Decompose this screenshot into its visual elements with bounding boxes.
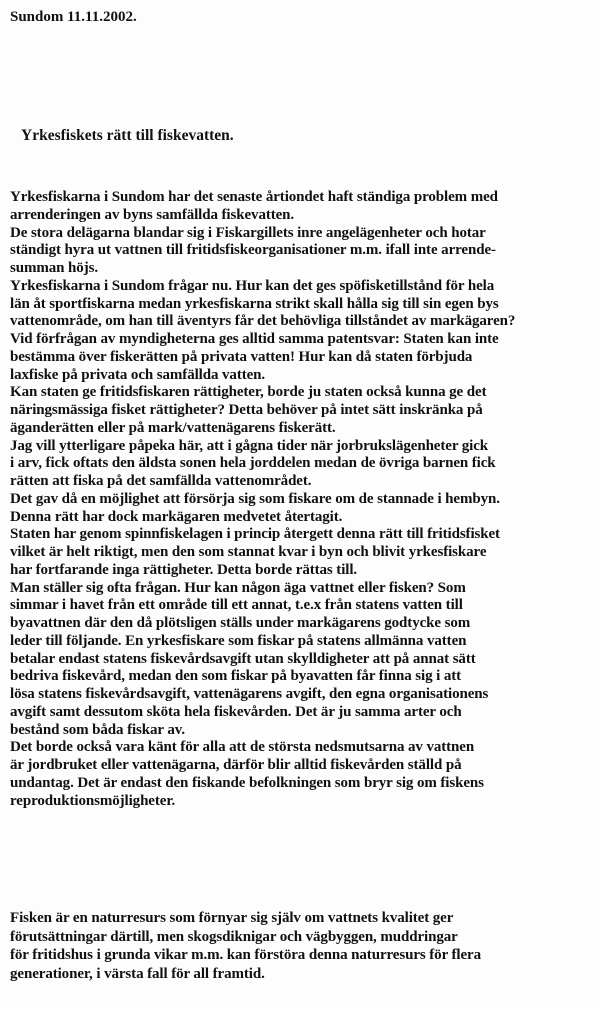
body-text-line: betalar endast statens fiskevårdsavgift utan skylldigheter att på annat sätt <box>10 650 476 667</box>
body-text-line: ständigt hyra ut vattnen till fritidsfiskeorganisationer m.m. ifall inte arrende- <box>10 242 496 259</box>
body-text-line: Yrkesfiskarna i Sundom har det senaste årtiondet haft ständiga problem med <box>10 189 498 205</box>
body-text-line: arrenderingen av byns samfällda fiskevatten. <box>10 206 295 223</box>
body-text-line: reproduktionsmöjligheter. <box>10 792 176 809</box>
body-text-line: Det gav då en möjlighet att försörja sig som fiskare om de stannade i hembyn. <box>10 490 500 507</box>
body-text-line: byavattnen där den då plötsligen ställs under markägarens godtycke som <box>10 615 471 631</box>
body-text-line: vattenområde, om han till äventyrs får det behövliga tillståndet av markägaren? <box>10 313 516 330</box>
body-text-line: laxfiske på privata och samfällda vatten. <box>10 366 266 383</box>
closing-text-line: för fritidshus i grunda vikar m.m. kan förstöra denna naturresurs för flera <box>10 947 481 963</box>
body-text-line: leder till följande. En yrkesfiskare som fiskar på statens allmänna vatten <box>10 632 467 649</box>
body-text-line: näringsmässiga fisket rättigheter? Detta behöver på intet sätt inskränka på <box>10 402 483 418</box>
body-text-line: Vid förfrågan av myndigheterna ges alltid samma patentsvar: Staten kan inte <box>10 331 499 347</box>
body-text-line: Man ställer sig ofta frågan. Hur kan någon äga vattnet eller fisken? Som <box>10 579 466 596</box>
body-text-line: Det borde också vara känt för alla att de största nedsmutsarna av vattnen <box>10 739 475 756</box>
body-text-line: Kan staten ge fritidsfiskaren rättigheter, borde ju staten också kunna ge det <box>10 384 487 401</box>
body-text-line: län åt sportfiskarna medan yrkesfiskarna strikt skall hålla sig till sin egen bys <box>10 295 499 312</box>
body-text-line: bestämma över fiskerätten på privata vatten! Hur kan då staten förbjuda <box>10 348 473 365</box>
body-text-line: i arv, fick oftats den äldsta sonen hela jorddelen medan de övriga barnen fick <box>10 455 496 472</box>
closing-text-line: Fisken är en naturresurs som förnyar sig själv om vattnets kvalitet ger <box>10 910 454 926</box>
body-text-line: undantag. Det är endast den fiskande befolkningen som bryr sig om fiskens <box>10 774 484 791</box>
body-text-line: rätten att fiska på det samfällda vattenområdet. <box>10 473 312 489</box>
body-text-line: summan höjs. <box>10 260 98 276</box>
body-text-line: Yrkesfiskarna i Sundom frågar nu. Hur kan det ges spöfisketillstånd för hela <box>10 277 495 294</box>
body-text-line: har fortfarande inga rättigheter. Detta borde rättas till. <box>10 561 358 578</box>
body-text-line: är jordbruket eller vattenägarna, därför blir alltid fiskevården ställd på <box>10 757 462 773</box>
letter-title: Yrkesfiskets rätt till fiskevatten. <box>21 127 234 144</box>
body-text-line: De stora delägarna blandar sig i Fiskargillets inre angelägenheter och hotar <box>10 224 486 241</box>
letter-date: Sundom 11.11.2002. <box>10 9 137 25</box>
body-text-line: äganderätten eller på mark/vattenägarens fiskerätt. <box>10 419 336 436</box>
letter-body <box>10 189 595 810</box>
body-text-line: vilket är helt riktigt, men den som stannat kvar i byn och blivit yrkesfiskare <box>10 544 487 560</box>
body-text-line: Staten har genom spinnfiskelagen i princip återgett denna rätt till fritidsfisket <box>10 526 500 543</box>
body-text-line: avgift samt dessutom sköta hela fiskevården. Det är ju samma arter och <box>10 703 462 720</box>
body-text-line: lösa statens fiskevårdsavgift, vattenägarens avgift, den egna organisationens <box>10 686 489 702</box>
body-text-line: Jag vill ytterligare påpeka här, att i gågna tider när jorbrukslägenheter gick <box>10 437 489 454</box>
letter-closing-paragraph <box>10 909 595 983</box>
body-text-line: simmar i havet från ett område till ett annat, t.e.x från statens vatten till <box>10 597 463 614</box>
closing-text-line: förutsättningar därtill, men skogsdiknigar och vägbyggen, muddringar <box>10 928 458 945</box>
body-text-line: bedriva fiskevård, medan den som fiskar på byavatten får finna sig i att <box>10 668 462 685</box>
body-text-line: bestånd som båda fiskar av. <box>10 721 185 738</box>
body-text-line: Denna rätt har dock markägaren medvetet återtagit. <box>10 508 343 525</box>
closing-text-line: generationer, i värsta fall för all framtid. <box>10 965 265 982</box>
